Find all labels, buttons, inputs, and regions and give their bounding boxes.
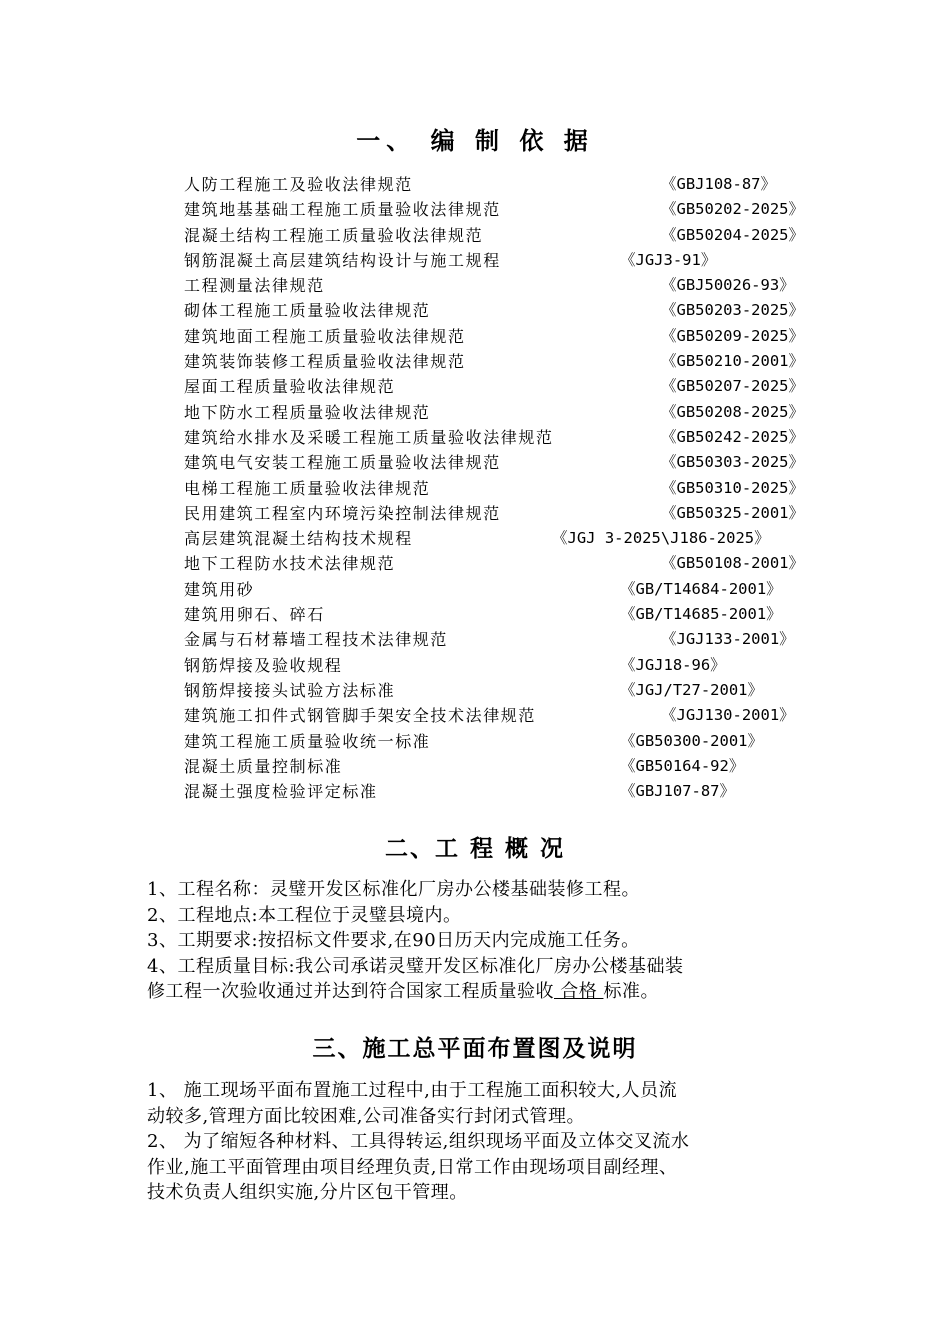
reference-name: 电梯工程施工质量验收法律规范 — [184, 478, 431, 498]
reference-code: 《JGJ 3-2025\J186-2025》 — [552, 529, 770, 548]
reference-row — [184, 400, 824, 425]
reference-row — [184, 501, 824, 526]
reference-row — [184, 653, 824, 678]
quality-grade-underlined: 合格 — [554, 981, 604, 1002]
reference-row — [184, 526, 824, 551]
reference-row — [184, 197, 824, 222]
overview-project-location: 2、工程地点:本工程位于灵璧县境内。 — [147, 904, 462, 926]
section1-heading: 一、 编 制 依 据 — [356, 127, 594, 155]
reference-row — [184, 729, 824, 754]
reference-code: 《JGJ130-2001》 — [661, 706, 795, 725]
reference-name: 金属与石材幕墙工程技术法律规范 — [184, 630, 449, 650]
reference-name: 屋面工程质量验收法律规范 — [184, 377, 396, 397]
reference-row — [184, 602, 824, 627]
overview-quality-suffix: 标准。 — [603, 981, 659, 1002]
layout-item-2-cont2: 技术负责人组织实施,分片区包干管理。 — [147, 1182, 468, 1203]
reference-code: 《GB50310-2025》 — [661, 478, 804, 497]
reference-code: 《GB/T14685-2001》 — [620, 605, 782, 624]
overview-quality-goal-cont — [147, 979, 802, 1005]
reference-name: 钢筋混凝土高层建筑结构设计与施工规程 — [184, 250, 501, 270]
reference-row — [184, 577, 824, 602]
reference-row — [184, 627, 824, 652]
reference-code: 《JGJ/T27-2001》 — [620, 680, 763, 699]
reference-row — [184, 298, 824, 323]
reference-code: 《GB50300-2001》 — [620, 731, 763, 750]
reference-name: 混凝土质量控制标准 — [184, 756, 343, 776]
reference-name: 建筑电气安装工程施工质量验收法律规范 — [184, 453, 501, 473]
overview-project-name: 1、工程名称：灵璧开发区标准化厂房办公楼基础装修工程。 — [147, 879, 640, 900]
reference-row — [184, 754, 824, 779]
reference-code: 《GB50242-2025》 — [661, 427, 804, 446]
reference-code: 《GB50303-2025》 — [661, 453, 804, 472]
reference-code: 《GB50208-2025》 — [661, 402, 804, 421]
layout-item-1-cont: 动较多,管理方面比较困难,公司准备实行封闭式管理。 — [147, 1105, 585, 1127]
reference-code: 《JGJ3-91》 — [620, 250, 717, 269]
reference-code: 《JGJ133-2001》 — [661, 630, 795, 649]
reference-name: 建筑施工扣件式钢管脚手架安全技术法律规范 — [184, 706, 537, 726]
reference-row — [184, 223, 824, 248]
reference-name: 建筑装饰装修工程质量验收法律规范 — [184, 352, 466, 372]
reference-row — [184, 425, 824, 450]
reference-row — [184, 324, 824, 349]
reference-name: 混凝土强度检验评定标准 — [184, 782, 378, 802]
reference-name: 工程测量法律规范 — [184, 276, 325, 296]
reference-code: 《GB/T14684-2001》 — [620, 579, 782, 598]
reference-code: 《GB50325-2001》 — [661, 503, 804, 522]
reference-name: 混凝土结构工程施工质量验收法律规范 — [184, 225, 484, 245]
reference-code: 《GB50204-2025》 — [661, 225, 804, 244]
reference-row — [184, 374, 824, 399]
layout-item-1: 1、 施工现场平面布置施工过程中,由于工程施工面积较大,人员流 — [147, 1080, 678, 1101]
overview-schedule: 3、工期要求:按招标文件要求,在90日历天内完成施工任务。 — [147, 930, 640, 951]
reference-name: 民用建筑工程室内环境污染控制法律规范 — [184, 503, 501, 523]
reference-row — [184, 779, 824, 804]
reference-row — [184, 172, 824, 197]
reference-name: 钢筋焊接接头试验方法标准 — [184, 680, 396, 700]
reference-row — [184, 551, 824, 576]
reference-code: 《GB50164-92》 — [620, 756, 745, 775]
reference-name: 人防工程施工及验收法律规范 — [184, 175, 413, 194]
reference-row — [184, 273, 824, 298]
reference-code: 《GB50210-2001》 — [661, 352, 804, 371]
reference-name: 钢筋焊接及验收规程 — [184, 655, 343, 675]
project-overview — [147, 877, 802, 1005]
reference-name: 建筑给水排水及采暖工程施工质量验收法律规范 — [184, 427, 554, 447]
reference-name: 建筑用卵石、碎石 — [184, 605, 325, 625]
reference-code: 《GB50203-2025》 — [661, 301, 804, 320]
reference-name: 地下防水工程质量验收法律规范 — [184, 402, 431, 422]
reference-code: 《GBJ50026-93》 — [661, 276, 795, 295]
reference-row — [184, 248, 824, 273]
layout-item-2: 2、 为了缩短各种材料、工具得转运,组织现场平面及立体交叉流水 — [147, 1131, 690, 1152]
reference-code: 《GB50209-2025》 — [661, 326, 804, 345]
reference-code: 《JGJ18-96》 — [620, 655, 726, 674]
reference-code: 《GB50202-2025》 — [661, 200, 804, 219]
reference-list — [184, 172, 824, 804]
reference-name: 高层建筑混凝土结构技术规程 — [184, 529, 413, 549]
reference-name: 建筑地基基础工程施工质量验收法律规范 — [184, 200, 501, 220]
layout-item-2-cont: 作业,施工平面管理由项目经理负责,日常工作由现场项目副经理、 — [147, 1156, 678, 1178]
reference-row — [184, 349, 824, 374]
site-layout-description — [147, 1078, 802, 1206]
overview-quality-goal: 4、工程质量目标:我公司承诺灵璧开发区标准化厂房办公楼基础装 — [147, 955, 684, 977]
reference-code: 《GBJ107-87》 — [620, 782, 735, 801]
reference-row — [184, 476, 824, 501]
reference-name: 建筑工程施工质量验收统一标准 — [184, 731, 431, 751]
reference-row — [184, 450, 824, 475]
reference-code: 《GBJ108-87》 — [661, 175, 776, 193]
reference-row — [184, 678, 824, 703]
reference-name: 砌体工程施工质量验收法律规范 — [184, 301, 431, 321]
reference-code: 《GB50108-2001》 — [661, 554, 804, 573]
reference-code: 《GB50207-2025》 — [661, 377, 804, 396]
reference-name: 地下工程防水技术法律规范 — [184, 554, 396, 574]
reference-row — [184, 703, 824, 728]
section2-heading: 二、工 程 概 况 — [384, 836, 566, 862]
section3-heading: 三、施工总平面布置图及说明 — [312, 1036, 638, 1062]
overview-quality-text: 修工程一次验收通过并达到符合国家工程质量验收 — [147, 981, 554, 1002]
reference-name: 建筑用砂 — [184, 579, 255, 599]
reference-name: 建筑地面工程施工质量验收法律规范 — [184, 326, 466, 346]
